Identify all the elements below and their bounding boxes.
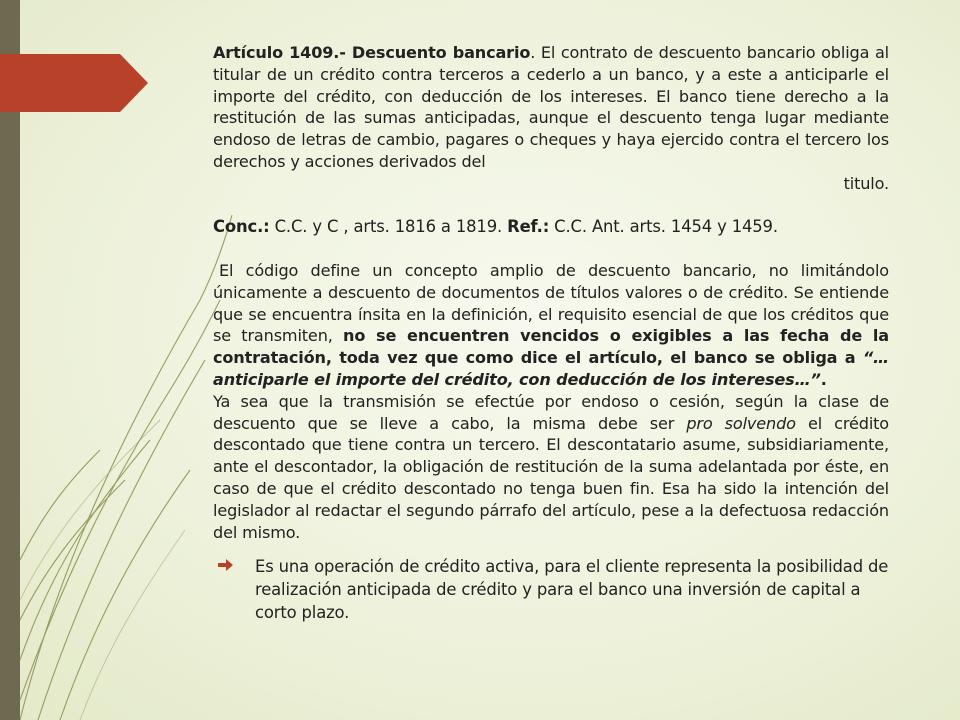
- commentary-bold-end: .: [820, 369, 827, 389]
- article-heading-punct: .: [530, 43, 536, 62]
- commentary-bold-1: no se encuentren vencidos o exigibles a las fecha de la contratación, toda vez que como dice el artículo, el banco se obliga a: [213, 326, 889, 368]
- article-text-last: titulo.: [843, 173, 889, 193]
- ref-text: C.C. Ant. arts. 1454 y 1459.: [549, 217, 778, 237]
- commentary-text-3: el crédito descontado que tiene contra un tercero. El descontatario asume, subsidiariamente, ante el descontador, la obligación de restitución de la suma adelantada por éste, en caso de que el crédito descontado no tenga buen fin. Esa ha sido la intención del legislador al redactar el segundo párrafo del artículo, pese a la defectuosa redacción del mismo.: [213, 413, 889, 542]
- concordance-line: [213, 216, 889, 238]
- article-heading: Artículo 1409.- Descuento bancario: [213, 43, 531, 62]
- ref-label: Ref.:: [507, 217, 550, 237]
- bullet-text: Es una operación de crédito activa, para el cliente representa la posibilidad de realización anticipada de crédito y para el banco una inversión de capital a corto plazo.: [255, 557, 889, 623]
- conc-label: Conc.:: [213, 217, 270, 237]
- arrow-bullet-icon: [218, 558, 234, 572]
- commentary-text-2: Ya sea que la transmisión se efectúe por endoso o cesión, según la clase de descuento que se lleve a cabo, la misma debe ser: [213, 391, 889, 433]
- commentary-text-1: El código define un concepto amplio de descuento bancario, no limitándolo únicamente a descuento de documentos de títulos valores o de crédito. Se entiende que se encuentra ínsita en la definición, el requisito esencial de que los créditos que se transmiten,: [213, 260, 889, 346]
- commentary-italic: pro solvendo: [686, 413, 796, 433]
- commentary-paragraph-1: [213, 260, 889, 391]
- article-text: El contrato de descuento bancario obliga al titular de un crédito contra terceros a cederlo a un banco, y a este a anticiparle el importe del crédito, con deducción de los intereses. El banco tiene derecho a la restitución de las sumas anticipadas, aunque el descuento tenga lugar mediante endoso de letras de cambio, pagares o cheques y haya ejercido contra el tercero los derechos y acciones derivados del: [213, 43, 889, 171]
- conc-text: C.C. y C , arts. 1816 a 1819.: [269, 217, 508, 237]
- spacer: [213, 195, 889, 217]
- document-body: [213, 42, 889, 624]
- red-accent-tab: [0, 54, 148, 112]
- commentary-paragraph-2: [213, 391, 889, 544]
- bullet-item: [213, 555, 889, 624]
- commentary-quote: “…anticiparle el importe del crédito, con deducción de los intereses…”: [213, 348, 889, 389]
- spacer: [213, 238, 889, 260]
- article-paragraph: [213, 42, 889, 173]
- article-last-line: [213, 173, 889, 195]
